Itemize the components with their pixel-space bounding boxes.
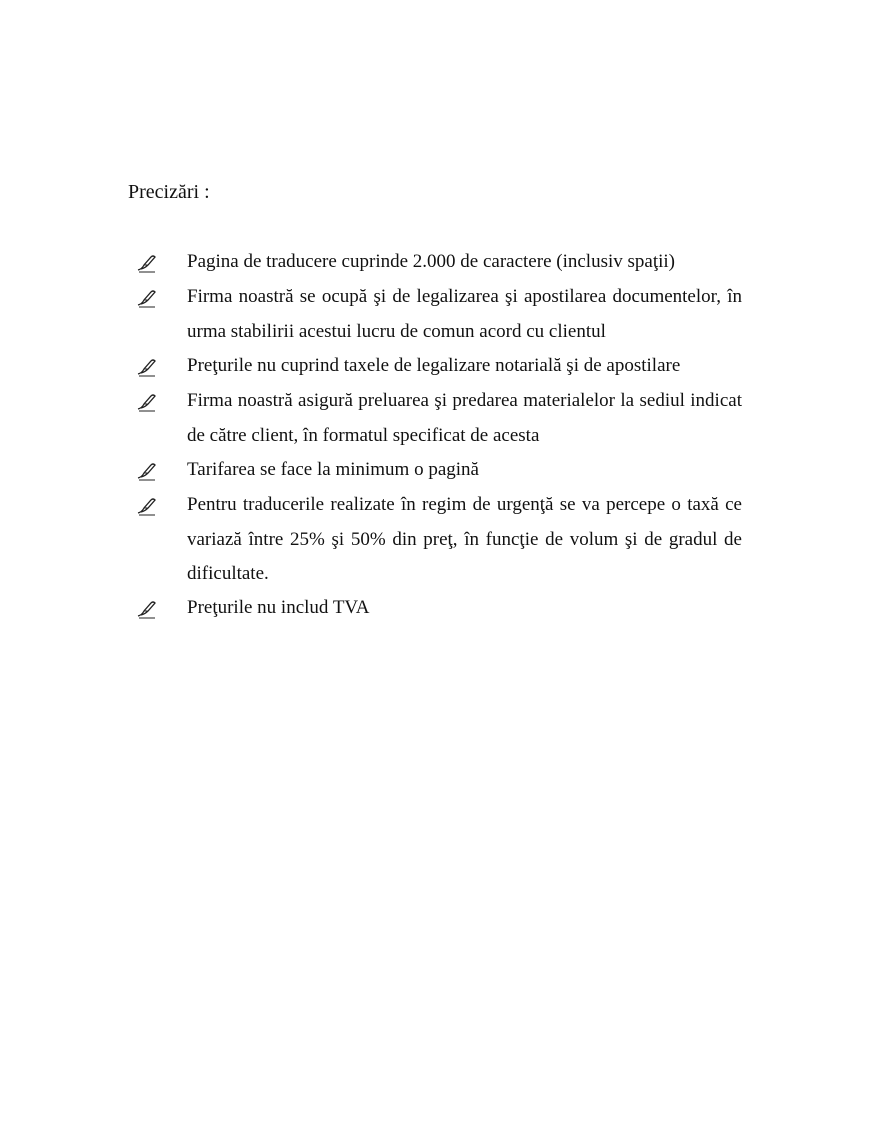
writing-hand-icon xyxy=(136,391,158,413)
list-item-text: Pentru traducerile realizate în regim de urgenţă se va percepe o taxă ce variază între 25% şi 50% din preţ, în funcţie de volum şi de gradul de dificultate. xyxy=(187,494,742,584)
writing-hand-icon xyxy=(136,598,158,620)
list-item-text: Firma noastră asigură preluarea şi predarea materialelor la sediul indicat de către client, în formatul specificat de acesta xyxy=(187,390,742,446)
writing-hand-icon xyxy=(136,495,158,517)
list-item-text: Tarifarea se face la minimum o pagină xyxy=(187,459,479,480)
list-item-text: Preţurile nu includ TVA xyxy=(187,597,370,618)
writing-hand-icon xyxy=(136,287,158,309)
writing-hand-icon xyxy=(136,460,158,482)
list-item-text: Firma noastră se ocupă şi de legalizarea şi apostilarea documentelor, în urma stabilirii acestui lucru de comun acord cu clientul xyxy=(187,286,742,342)
page-heading: Precizări : xyxy=(128,181,210,203)
writing-hand-icon xyxy=(136,356,158,378)
list-item-text: Preţurile nu cuprind taxele de legalizare notarială şi de apostilare xyxy=(187,355,681,376)
writing-hand-icon xyxy=(136,252,158,274)
list-item-text: Pagina de traducere cuprinde 2.000 de caractere (inclusiv spaţii) xyxy=(187,251,675,272)
